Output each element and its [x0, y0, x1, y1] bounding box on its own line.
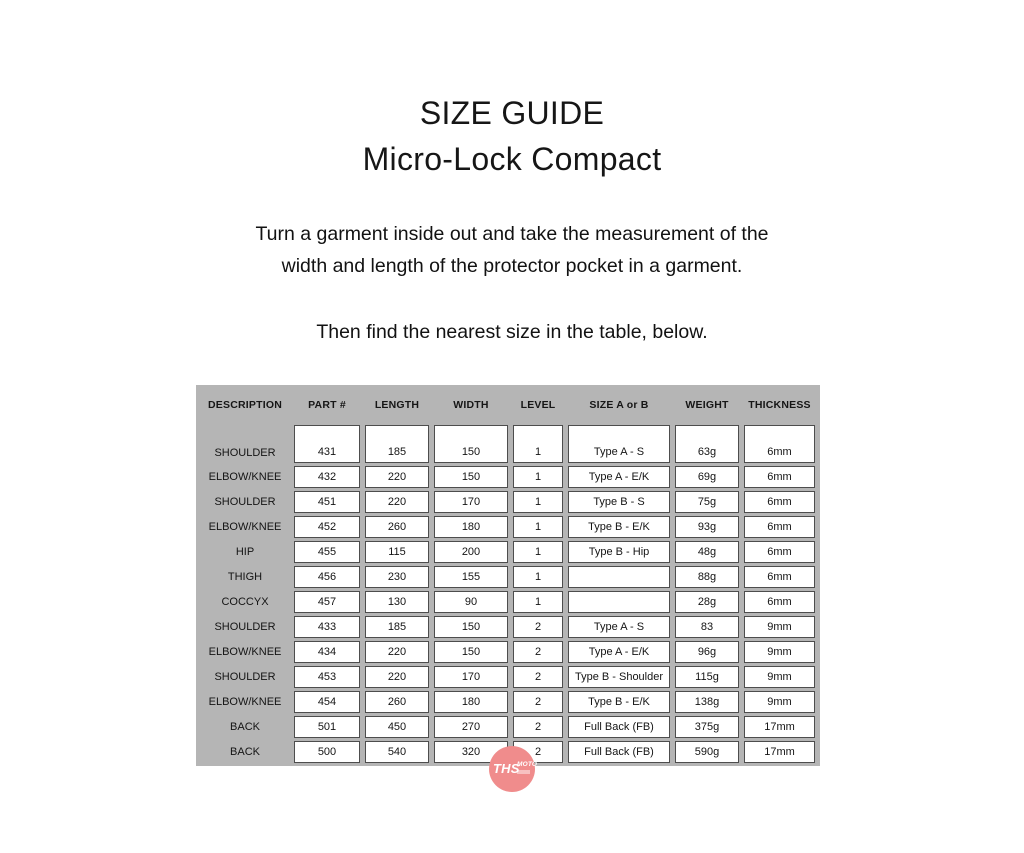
length-cell: 185: [365, 425, 429, 463]
size-cell: Full Back (FB): [568, 716, 670, 738]
weight-cell: 590g: [675, 741, 739, 763]
table-row: [201, 466, 815, 488]
part-number-cell: 433: [294, 616, 360, 638]
size-cell: Type B - Shoulder: [568, 666, 670, 688]
size-cell: Type A - S: [568, 425, 670, 463]
description-cell: COCCYX: [221, 596, 269, 608]
part-number-cell: 455: [294, 541, 360, 563]
thickness-cell: 17mm: [744, 741, 815, 763]
table-row: [201, 666, 815, 688]
size-cell: [568, 591, 670, 613]
width-cell: 150: [434, 425, 508, 463]
size-cell: Type A - S: [568, 616, 670, 638]
table-row: [201, 616, 815, 638]
col-header-description: DESCRIPTION: [208, 399, 282, 411]
part-number-cell: 432: [294, 466, 360, 488]
width-cell: 180: [434, 691, 508, 713]
logo-text-main: THS: [493, 761, 520, 776]
weight-cell: 93g: [675, 516, 739, 538]
weight-cell: 375g: [675, 716, 739, 738]
description-cell: BACK: [230, 721, 260, 733]
level-cell: 2: [513, 666, 563, 688]
table-row: [201, 691, 815, 713]
description-cell: ELBOW/KNEE: [208, 521, 282, 533]
table-body: [201, 425, 815, 763]
instructions-line-1: Turn a garment inside out and take the measurement of the: [255, 223, 769, 245]
length-cell: 220: [365, 666, 429, 688]
table-row: [201, 516, 815, 538]
col-header-size: SIZE A or B: [589, 399, 649, 411]
table-row: [201, 491, 815, 513]
size-cell: Type B - S: [568, 491, 670, 513]
logo-fine-print: [517, 770, 530, 774]
weight-cell: 115g: [675, 666, 739, 688]
size-cell: Type B - E/K: [568, 516, 670, 538]
table-row: [201, 425, 815, 463]
table-row: [201, 566, 815, 588]
weight-cell: 96g: [675, 641, 739, 663]
length-cell: 130: [365, 591, 429, 613]
level-cell: 1: [513, 466, 563, 488]
weight-cell: 88g: [675, 566, 739, 588]
col-header-thickness: THICKNESS: [748, 399, 811, 411]
col-header-length: LENGTH: [374, 399, 420, 411]
level-cell: 1: [513, 566, 563, 588]
col-header-weight: WEIGHT: [685, 399, 729, 411]
size-cell: Type B - E/K: [568, 691, 670, 713]
page-title: SIZE GUIDE: [419, 95, 605, 131]
width-cell: 320: [434, 741, 508, 763]
table-row: [201, 716, 815, 738]
thickness-cell: 9mm: [744, 641, 815, 663]
thickness-cell: 6mm: [744, 466, 815, 488]
col-header-level: LEVEL: [520, 399, 556, 411]
thickness-cell: 6mm: [744, 566, 815, 588]
level-cell: 2: [513, 616, 563, 638]
weight-cell: 48g: [675, 541, 739, 563]
thickness-cell: 6mm: [744, 541, 815, 563]
thickness-cell: 6mm: [744, 425, 815, 463]
level-cell: 2: [513, 691, 563, 713]
col-header-width: WIDTH: [453, 399, 489, 411]
description-cell: SHOULDER: [214, 496, 276, 508]
length-cell: 260: [365, 516, 429, 538]
part-number-cell: 451: [294, 491, 360, 513]
thickness-cell: 6mm: [744, 491, 815, 513]
level-cell: 1: [513, 591, 563, 613]
size-cell: [568, 566, 670, 588]
description-cell: THIGH: [227, 571, 263, 583]
instructions-line-3: Then find the nearest size in the table, below.: [316, 321, 708, 343]
length-cell: 230: [365, 566, 429, 588]
weight-cell: 83: [675, 616, 739, 638]
length-cell: 220: [365, 466, 429, 488]
size-table: [196, 385, 820, 766]
width-cell: 90: [434, 591, 508, 613]
instructions-line-2: width and length of the protector pocket in a garment.: [281, 255, 743, 277]
thickness-cell: 9mm: [744, 616, 815, 638]
thickness-cell: 6mm: [744, 516, 815, 538]
length-cell: 185: [365, 616, 429, 638]
description-cell: SHOULDER: [214, 621, 276, 633]
length-cell: 260: [365, 691, 429, 713]
size-cell: Type B - Hip: [568, 541, 670, 563]
level-cell: 1: [513, 516, 563, 538]
description-cell: SHOULDER: [214, 671, 276, 683]
part-number-cell: 431: [294, 425, 360, 463]
part-number-cell: 456: [294, 566, 360, 588]
part-number-cell: 501: [294, 716, 360, 738]
table-row: [201, 591, 815, 613]
width-cell: 150: [434, 641, 508, 663]
width-cell: 170: [434, 491, 508, 513]
description-cell: HIP: [235, 546, 255, 558]
table-header-row: [201, 388, 815, 422]
thickness-cell: 9mm: [744, 666, 815, 688]
logo-text-sub: MOTO: [517, 761, 538, 768]
description-cell: BACK: [230, 746, 260, 758]
width-cell: 200: [434, 541, 508, 563]
page-subtitle: Micro-Lock Compact: [362, 141, 662, 177]
level-cell: 1: [513, 491, 563, 513]
page-title-block: [0, 90, 1024, 182]
size-cell: Full Back (FB): [568, 741, 670, 763]
weight-cell: 69g: [675, 466, 739, 488]
width-cell: 150: [434, 466, 508, 488]
length-cell: 220: [365, 641, 429, 663]
part-number-cell: 452: [294, 516, 360, 538]
description-cell: ELBOW/KNEE: [208, 696, 282, 708]
weight-cell: 138g: [675, 691, 739, 713]
part-number-cell: 457: [294, 591, 360, 613]
level-cell: 2: [513, 716, 563, 738]
thickness-cell: 9mm: [744, 691, 815, 713]
thickness-cell: 17mm: [744, 716, 815, 738]
length-cell: 540: [365, 741, 429, 763]
width-cell: 155: [434, 566, 508, 588]
length-cell: 450: [365, 716, 429, 738]
level-cell: 1: [513, 541, 563, 563]
col-header-part: PART #: [308, 399, 346, 411]
thickness-cell: 6mm: [744, 591, 815, 613]
description-cell: SHOULDER: [214, 447, 276, 459]
table-row: [201, 641, 815, 663]
width-cell: 270: [434, 716, 508, 738]
table-row: [201, 541, 815, 563]
part-number-cell: 434: [294, 641, 360, 663]
part-number-cell: 453: [294, 666, 360, 688]
size-cell: Type A - E/K: [568, 641, 670, 663]
weight-cell: 28g: [675, 591, 739, 613]
width-cell: 150: [434, 616, 508, 638]
level-cell: 1: [513, 425, 563, 463]
size-cell: Type A - E/K: [568, 466, 670, 488]
length-cell: 220: [365, 491, 429, 513]
level-cell: 2: [513, 741, 563, 763]
description-cell: ELBOW/KNEE: [208, 471, 282, 483]
part-number-cell: 500: [294, 741, 360, 763]
instructions-paragraph: [0, 218, 1024, 282]
ths-moto-logo: [489, 746, 538, 792]
part-number-cell: 454: [294, 691, 360, 713]
width-cell: 170: [434, 666, 508, 688]
level-cell: 2: [513, 641, 563, 663]
width-cell: 180: [434, 516, 508, 538]
length-cell: 115: [365, 541, 429, 563]
weight-cell: 75g: [675, 491, 739, 513]
description-cell: ELBOW/KNEE: [208, 646, 282, 658]
weight-cell: 63g: [675, 425, 739, 463]
